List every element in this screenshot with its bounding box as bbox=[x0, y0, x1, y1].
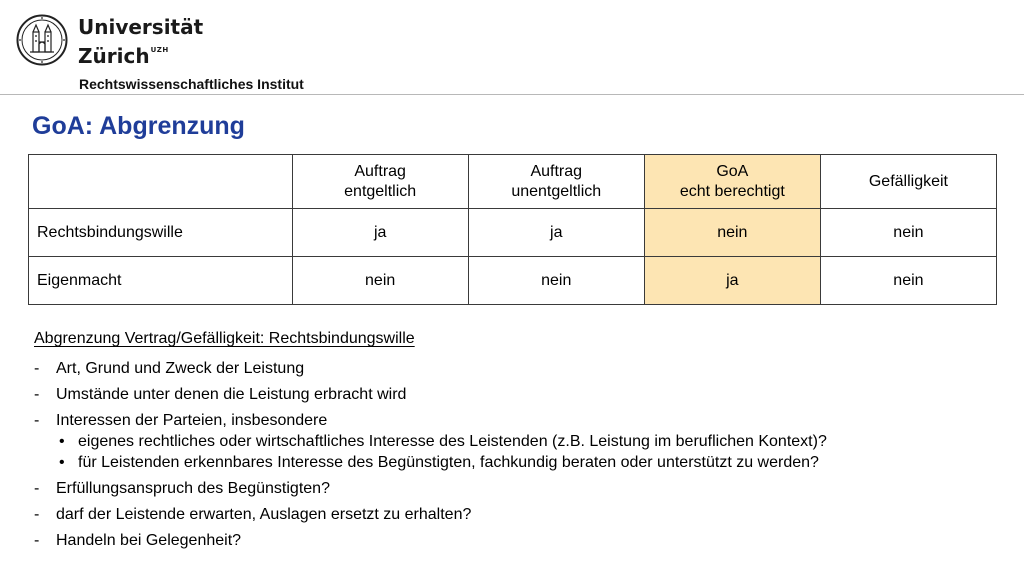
list-item bbox=[34, 358, 1014, 379]
column-header bbox=[820, 155, 996, 209]
section-heading: Abgrenzung Vertrag/Gefälligkeit: Rechtsbindungswille bbox=[34, 330, 415, 347]
dash-marker: - bbox=[34, 480, 40, 497]
row-label: Rechtsbindungswille bbox=[29, 209, 293, 257]
column-header bbox=[644, 155, 820, 209]
header-divider bbox=[0, 94, 1024, 95]
column-header-line2: entgeltlich bbox=[344, 182, 417, 200]
sub-list-item-text: eigenes rechtliches oder wirtschaftliches Interesse des Leistenden (z.B. Leistung im beruflichen Kontext)? bbox=[78, 433, 827, 450]
list-item-text: darf der Leistende erwarten, Auslagen ersetzt zu erhalten? bbox=[56, 506, 472, 523]
university-seal-icon bbox=[16, 14, 68, 66]
table-cell: nein bbox=[820, 209, 996, 257]
table-header-row bbox=[29, 155, 997, 209]
table-cell: nein bbox=[644, 209, 820, 257]
dash-marker: - bbox=[34, 532, 40, 549]
dash-marker: - bbox=[34, 412, 40, 429]
table-cell: nein bbox=[468, 257, 644, 305]
row-label: Eigenmacht bbox=[29, 257, 293, 305]
column-header-line2: unentgeltlich bbox=[511, 182, 602, 200]
column-header-line1: Auftrag bbox=[530, 162, 583, 180]
list-item bbox=[34, 410, 1014, 473]
list-item-text: Handeln bei Gelegenheit? bbox=[56, 532, 242, 549]
table-cell: ja bbox=[292, 209, 468, 257]
list-item-text: Art, Grund und Zweck der Leistung bbox=[56, 360, 305, 377]
bullet-marker: • bbox=[59, 433, 65, 450]
list-item-text: Umstände unter denen die Leistung erbracht wird bbox=[56, 386, 407, 403]
table-row bbox=[29, 257, 997, 305]
sub-list-item-text: für Leistenden erkennbares Interesse des Begünstigten, fachkundig beraten oder unterstützt zu werden? bbox=[78, 454, 819, 471]
dash-marker: - bbox=[34, 506, 40, 523]
list-item bbox=[34, 504, 1014, 525]
column-header-line2: echt berechtigt bbox=[679, 182, 785, 200]
column-header-line1: Auftrag bbox=[354, 162, 406, 180]
table-cell: ja bbox=[644, 257, 820, 305]
list-item bbox=[34, 384, 1014, 405]
column-header-line1: Gefälligkeit bbox=[868, 172, 948, 190]
comparison-table bbox=[28, 154, 997, 305]
university-name-line1: Universität bbox=[78, 15, 204, 39]
slide-title: GoA: Abgrenzung bbox=[32, 112, 245, 140]
table-corner-cell bbox=[29, 155, 293, 209]
sub-list-item bbox=[56, 431, 1014, 452]
table-cell: ja bbox=[468, 209, 644, 257]
university-mark: UZH bbox=[150, 46, 169, 54]
university-name bbox=[78, 16, 203, 68]
institute-name: Rechtswissenschaftliches Institut bbox=[79, 76, 304, 92]
list-item bbox=[34, 530, 1014, 551]
dash-marker: - bbox=[34, 360, 40, 377]
dash-marker: - bbox=[34, 386, 40, 403]
table-cell: nein bbox=[820, 257, 996, 305]
university-name-line2: Zürich bbox=[78, 44, 150, 68]
criteria-list bbox=[34, 358, 1014, 556]
list-item bbox=[34, 478, 1014, 499]
list-item-text: Interessen der Parteien, insbesondere bbox=[56, 412, 328, 429]
column-header bbox=[292, 155, 468, 209]
sub-list bbox=[56, 431, 1014, 473]
sub-list-item bbox=[56, 452, 1014, 473]
list-item-text: Erfüllungsanspruch des Begünstigten? bbox=[56, 480, 330, 497]
table-row bbox=[29, 209, 997, 257]
column-header-line1: GoA bbox=[716, 162, 749, 180]
bullet-marker: • bbox=[59, 454, 65, 471]
column-header bbox=[468, 155, 644, 209]
table-cell: nein bbox=[292, 257, 468, 305]
